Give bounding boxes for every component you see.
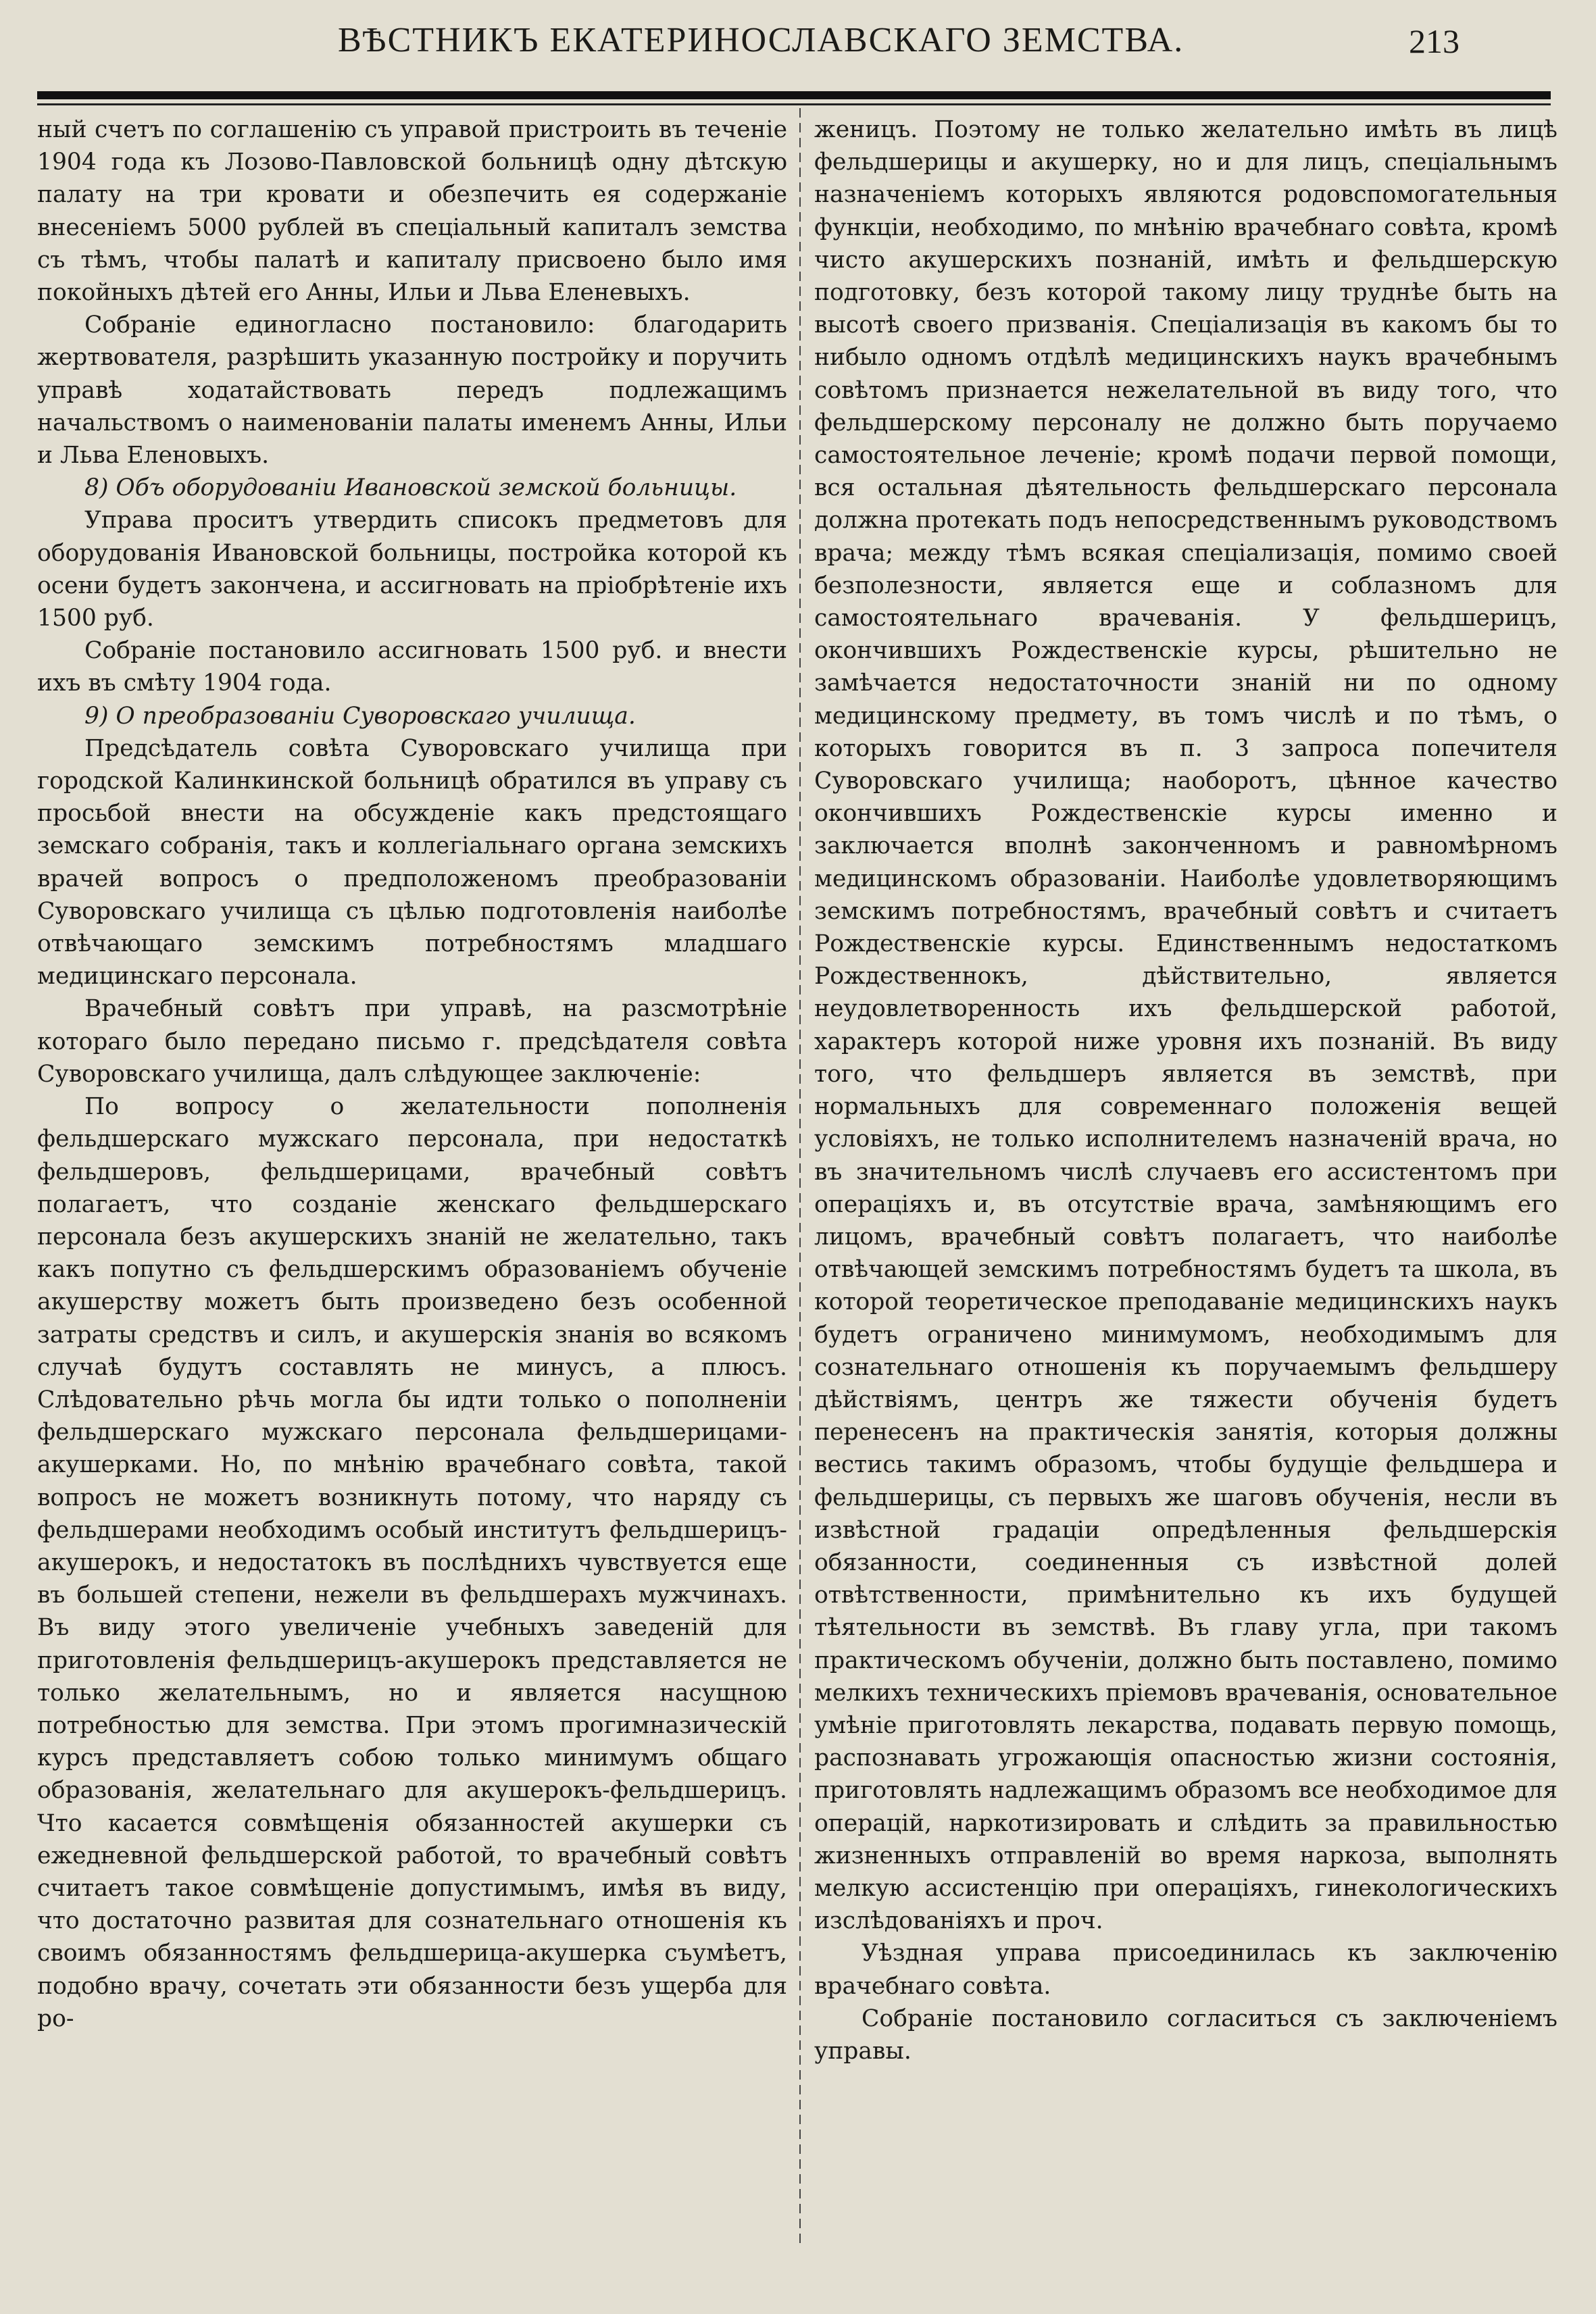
column-divider [799, 108, 801, 2243]
paragraph: Собраніе постановило ассигновать 1500 руб. и внести ихъ въ смѣту 1904 года. [37, 637, 787, 697]
paragraph: женицъ. Поэтому не только желательно имѣть въ лицѣ фельдшерицы и акушерку, но и для лицъ, спеціальнымъ назначеніемъ которыхъ являются родовспомогательныя функціи, необходимо, по мнѣнію врачебнаго совѣта, кромѣ чисто акушерскихъ познаній, имѣть и фельдшерскую подготовку, безъ которой такому лицу труднѣе быть на высотѣ своего призванія. Спеціализація въ какомъ бы то нибыло одномъ отдѣлѣ медицинскихъ наукъ врачебнымъ совѣтомъ признается нежелательной въ виду того, что фельдшерскому персоналу не должно быть поручаемо самостоятельное леченіе; кромѣ подачи первой помощи, вся остальная дѣятельность фельдшерскаго персонала должна протекать подъ непосредственнымъ руководствомъ врача; между тѣмъ всякая спеціализація, помимо своей безполезности, является еще и соблазномъ для самостоятельнаго врачеванія. У фельдшерицъ, окончившихъ Рождественскіе курсы, рѣшительно не замѣчается недостаточности знаній ни по одному медицинскому предмету, въ томъ числѣ и по тѣмъ, о которыхъ говорится въ п. 3 запроса попечителя Суворовскаго училища; наоборотъ, цѣнное качество окончившихъ Рождественскіе курсы именно и заключается вполнѣ законченномъ и равномѣрномъ медицинскомъ образованіи. Наиболѣе удовлетворяющимъ земскимъ потребностямъ, врачебный совѣтъ и считаетъ Рождественскіе курсы. Единственнымъ недостаткомъ Рождественнокъ, дѣйствительно, является неудовлетворенность ихъ фельдшерской работой, характеръ которой ниже уровня ихъ познаній. Въ виду того, что фельдшеръ является въ земствѣ, при нормальныхъ для современнаго положенія вещей условіяхъ, не только исполнителемъ назначеній врача, но въ значительномъ числѣ случаевъ его ассистентомъ при операціяхъ и, въ отсутствіе врача, замѣняющимъ его лицомъ, врачебный совѣтъ полагаетъ, что наиболѣе отвѣчающей земскимъ потребностямъ будетъ та школа, въ которой теоретическое преподаваніе медицинскихъ наукъ будетъ ограничено минимумомъ, необходимымъ для сознательнаго отношенія къ поручаемымъ фельдшеру дѣйствіямъ, центръ же тяжести обученія будетъ перенесенъ на практическія занятія, которыя должны вестись такимъ образомъ, чтобы будущіе фельдшера и фельдшерицы, съ первыхъ же шаговъ обученія, несли въ извѣстной градаціи опредѣленныя фельдшерскія обязанности, соединенныя съ извѣстной долей отвѣтственности, примѣнительно къ ихъ будущей тѣятельности въ земствѣ. Въ главу угла, при такомъ практическомъ обученіи, должно быть поставлено, помимо мелкихъ техническихъ пріемовъ врачеванія, основательное умѣніе приготовлять лекарства, подавать первую помощь, распознавать угрожающія опасностью жизни состоянія, приготовлять надлежащимъ образомъ все необходимое для операцій, наркотизировать и слѣдить за правильностью жизненныхъ отправленій во время наркоза, выполнять мелкую ассистенцію при операціяхъ, гинекологическихъ изслѣдованіяхъ и проч. [814, 116, 1557, 1935]
paragraph: По вопросу о желательности пополненія фельдшерскаго мужскаго персонала, при недостаткѣ фельдшеровъ, фельдшерицами, врачебный совѣтъ полагаетъ, что созданіе женскаго фельдшерскаго персонала безъ акушерскихъ знаній не желательно, такъ какъ попутно съ фельдшерскимъ образованіемъ обученіе акушерству можетъ быть произведено безъ особенной затраты средствъ и силъ, и акушерскія знанія во всякомъ случаѣ будутъ составлять не минусъ, а плюсъ. Слѣдовательно рѣчь могла бы идти только о пополненіи фельдшерскаго мужскаго персонала фельдшерицами-акушерками. Но, по мнѣнію врачебнаго совѣта, такой вопросъ не можетъ возникнуть потому, что наряду съ фельдшерами необходимъ особый институтъ фельдшерицъ-акушерокъ, и недостатокъ въ послѣднихъ чувствуется еще въ большей степени, нежели въ фельдшерахъ мужчинахъ. Въ виду этого увеличеніе учебныхъ заведеній для приготовленія фельдшерицъ-акушерокъ представляется не только желательнымъ, но и является насущною потребностью для земства. При этомъ прогимназическій курсъ представляетъ собою только минимумъ общаго образованія, желательнаго для акушерокъ-фельдшерицъ. Что касается совмѣщенія обязанностей акушерки съ ежедневной фельдшерской работой, то врачебный совѣтъ считаетъ такое совмѣщеніе допустимымъ, имѣя въ виду, что достаточно развитая для сознательнаго отношенія къ своимъ обязанностямъ фельдшерица-акушерка съумѣетъ, подобно врачу, сочетать эти обязанности безъ ущерба для ро- [37, 1093, 787, 2032]
header-rule-thin [37, 103, 1551, 105]
section-heading: 9) О преобразованіи Суворовскаго училища. [84, 702, 636, 730]
paragraph: Предсѣдатель совѣта Суворовскаго училища при городской Калинкинской больницѣ обратился въ управу съ просьбой внести на обсужденіе какъ предстоящаго земскаго собранія, такъ и коллегіальнаго органа земскихъ врачей вопросъ о предположеномъ преобразованіи Суворовскаго училища съ цѣлью подготовленія наиболѣе отвѣчающаго земскимъ потребностямъ младшаго медицинскаго персонала. [37, 734, 787, 990]
right-column [814, 114, 1557, 2245]
header-rule-thick [37, 91, 1551, 99]
paragraph: ный счетъ по соглашенію съ управой пристроить въ теченіе 1904 года къ Лозово-Павловской больницѣ одну дѣтскую палату на три кровати и обезпечить ея содержаніе внесеніемъ 5000 рублей въ спеціальный капиталъ земства съ тѣмъ, чтобы палатѣ и капиталу присвоено было имя покойныхъ дѣтей его Анны, Ильи и Льва Еленевыхъ. [37, 116, 787, 307]
section-heading: 8) Объ оборудованіи Ивановской земской больницы. [84, 474, 737, 502]
running-title: ВѢСТНИКЪ ЕКАТЕРИНОСЛАВСКАГО ЗЕМСТВА. [338, 21, 1184, 59]
paragraph: Уѣздная управа присоединилась къ заключенію врачебнаго совѣта. [814, 1940, 1557, 2000]
paragraph: Собраніе постановило согласиться съ заключеніемъ управы. [814, 2005, 1557, 2065]
page-number: 213 [1409, 22, 1460, 60]
paragraph: Врачебный совѣтъ при управѣ, на разсмотрѣніе котораго было передано письмо г. предсѣдателя совѣта Суворовскаго училища, далъ слѣдующее заключеніе: [37, 995, 787, 1088]
paragraph: Управа проситъ утвердить списокъ предметовъ для оборудованія Ивановской больницы, постройка которой къ осени будетъ закончена, и ассигновать на пріобрѣтеніе ихъ 1500 руб. [37, 507, 787, 632]
left-column [37, 114, 787, 2245]
paragraph: Собраніе единогласно постановило: благодарить жертвователя, разрѣшить указанную постройку и поручить управѣ ходатайствовать передъ подлежащимъ начальствомъ о наименованіи палаты именемъ Анны, Ильи и Льва Еленовыхъ. [37, 311, 787, 470]
page-header [0, 0, 1596, 95]
